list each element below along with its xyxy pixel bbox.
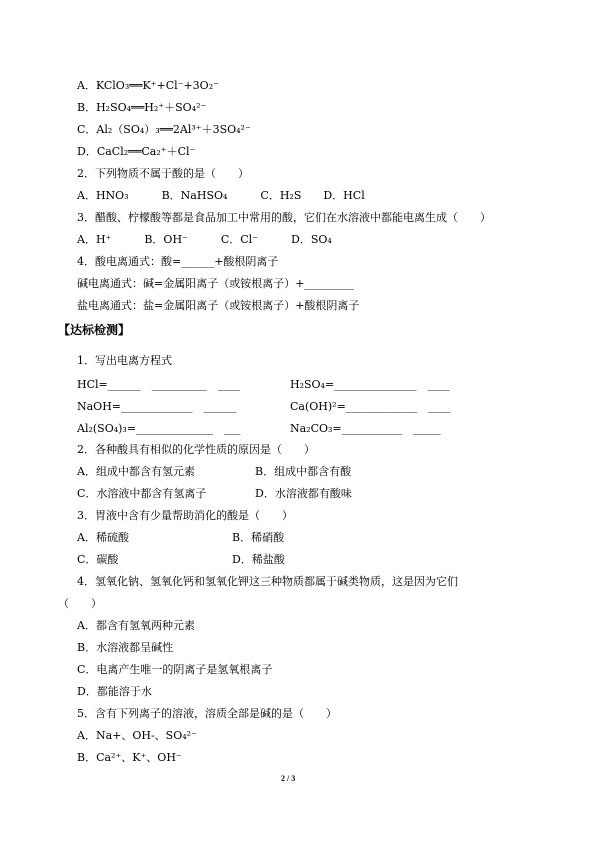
exercise-2-option-a: A．组成中都含有氢元素	[77, 465, 195, 478]
exercise-4-option-d: D．都能溶于水	[77, 685, 152, 698]
equation-al2so43: Al₂(SO₄)₃=______________ ___	[77, 422, 241, 435]
exercise-4: 4．氢氧化钠、氢氧化钙和氢氧化钾这三种物质都属于碱类物质，这是因为它们	[77, 575, 458, 588]
equation-naoh: NaOH=_____________ ______	[77, 400, 237, 413]
equation-caoh2: Ca(OH)²=_____________ ____	[290, 400, 451, 413]
exercise-2-option-b: B．组成中都含有酸	[255, 465, 352, 478]
exercise-1: 1．写出电离方程式	[77, 354, 172, 367]
exercise-3-option-c: C．碳酸	[77, 553, 119, 566]
question-3: 3．醋酸、柠檬酸等都是食品加工中常用的酸，它们在水溶液中都能电离生成（ ）	[77, 211, 491, 224]
question-4: 4．酸电离通式：酸=______+酸根阴离子	[77, 255, 279, 268]
exercise-2-option-d: D．水溶液都有酸味	[255, 487, 352, 500]
equation-h2so4: H₂SO₄=_______________ ____	[290, 378, 450, 391]
question-2-options: A．HNO₃ B．NaHSO₄ C．H₂S D．HCl	[77, 189, 365, 202]
equation-hcl: HCl=______ __________ ____	[77, 378, 240, 391]
option-d-cacl2: D．CaCl₂══Ca₂⁺＋Cl⁻	[77, 145, 196, 158]
exercise-4-option-a: A．都含有氢氧两种元素	[77, 619, 195, 632]
exercise-2-option-c: C．水溶液中都含有氢离子	[77, 487, 207, 500]
base-ionization-formula: 碱电离通式：碱=金属阳离子（或铵根离子）+_________	[77, 277, 354, 290]
exercise-3-option-d: D．稀盐酸	[232, 553, 285, 566]
equation-na2co3: Na₂CO₃=___________ _____	[290, 422, 441, 435]
exercise-4-option-c: C．电离产生唯一的阴离子是氢氧根离子	[77, 663, 273, 676]
exercise-2: 2．各种酸具有相似的化学性质的原因是（ ）	[77, 443, 315, 456]
exercise-5-option-b: B．Ca²⁺、K⁺、OH⁻	[77, 751, 182, 764]
question-2: 2．下列物质不属于酸的是（ ）	[77, 167, 249, 180]
salt-ionization-formula: 盐电离通式：盐=金属阳离子（或铵根离子）+酸根阴离子	[77, 299, 360, 312]
option-a-kclo3: A．KClO₃══K⁺+Cl⁻+3O₂⁻	[77, 79, 219, 92]
exercise-5: 5．含有下列离子的溶液，溶质全部是碱的是（ ）	[77, 707, 337, 720]
question-3-options: A．H⁺ B．OH⁻ C．Cl⁻ D．SO₄	[77, 233, 332, 246]
exercise-3: 3．胃液中含有少量帮助消化的酸是（ ）	[77, 509, 293, 522]
exercise-3-option-b: B．稀硝酸	[232, 531, 285, 544]
page-number: 2 / 3	[281, 774, 296, 783]
exercise-4-option-b: B．水溶液都呈碱性	[77, 641, 174, 654]
option-b-h2so4: B．H₂SO₄══H₂⁺＋SO₄²⁻	[77, 101, 207, 114]
exercise-4-blank: （ ）	[58, 597, 102, 610]
exercise-3-option-a: A．稀硫酸	[77, 531, 129, 544]
exercise-5-option-a: A．Na+、OH-、SO₄²⁻	[77, 729, 197, 742]
option-c-al2so43: C．Al₂（SO₄）₃══2Al³⁺＋3SO₄²⁻	[77, 123, 251, 136]
section-title: 【达标检测】	[58, 323, 131, 337]
